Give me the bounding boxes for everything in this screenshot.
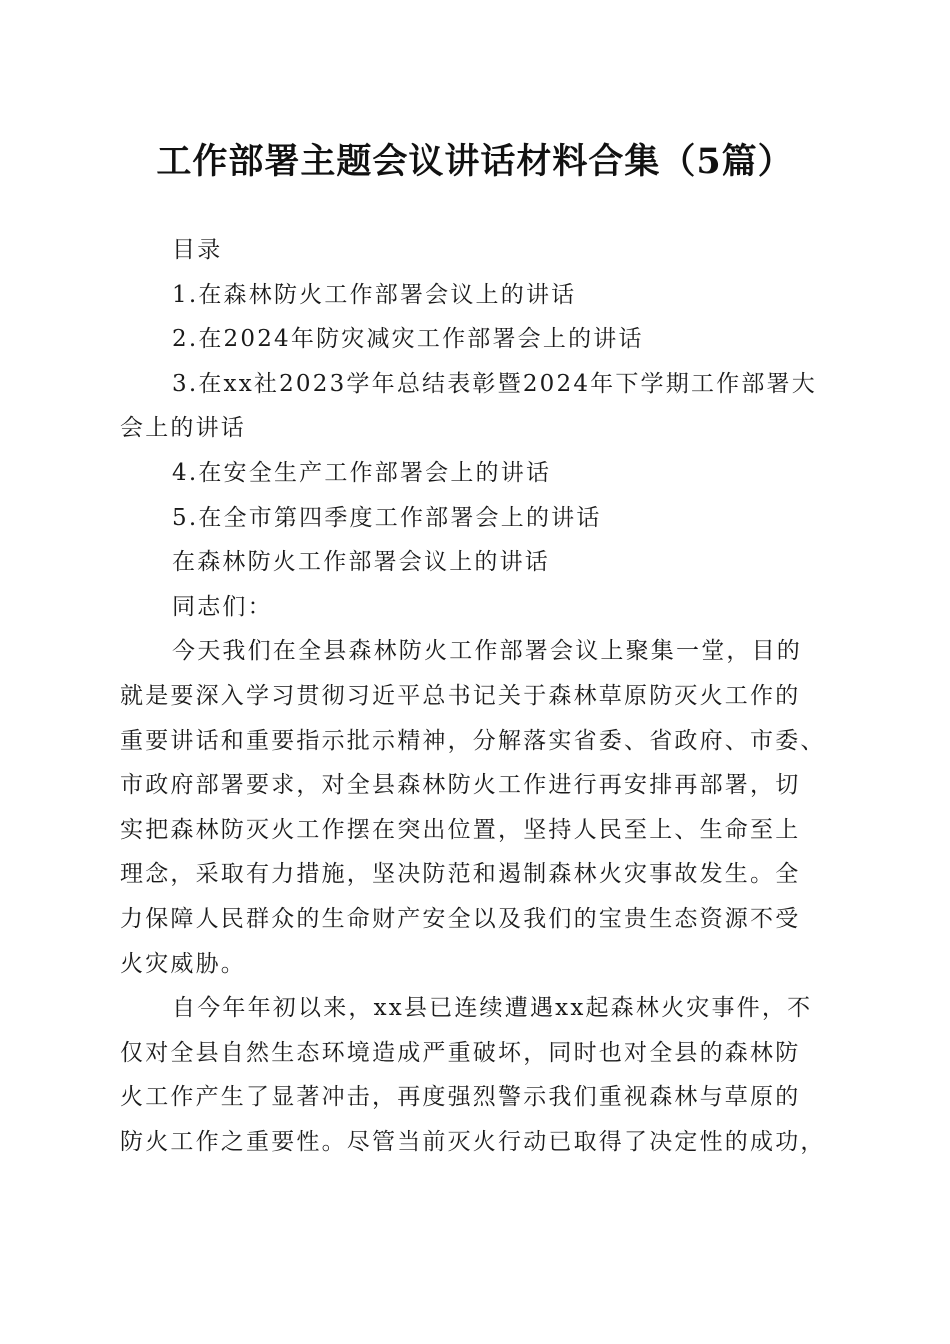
paragraph-1-line: 今天我们在全县森林防火工作部署会议上聚集一堂，目的 [172, 638, 802, 665]
toc-item-2: 2.在2024年防灾减灾工作部署会上的讲话 [172, 326, 644, 353]
paragraph-2-line: 防火工作之重要性。尽管当前灭火行动已取得了决定性的成功， [120, 1128, 826, 1155]
salutation: 同志们： [172, 593, 273, 620]
toc-item-3: 3.在xx社2023学年总结表彰暨2024年下学期工作部署大 [172, 370, 817, 397]
paragraph-2-line: 自今年年初以来，xx县已连续遭遇xx起森林火灾事件，不 [172, 995, 813, 1022]
section-title: 在森林防火工作部署会议上的讲话 [172, 549, 550, 576]
paragraph-1-line: 理念，采取有力措施，坚决防范和遏制森林火灾事故发生。全 [120, 861, 801, 888]
document-title: 工作部署主题会议讲话材料合集（5篇） [156, 141, 794, 182]
paragraph-2-line: 仅对全县自然生态环境造成严重破坏，同时也对全县的森林防 [120, 1039, 801, 1066]
paragraph-1 [120, 629, 832, 986]
paragraph-1-line: 就是要深入学习贯彻习近平总书记关于森林草原防灭火工作的 [120, 682, 801, 709]
paragraph-1-line: 重要讲话和重要指示批示精神，分解落实省委、省政府、市委、 [120, 727, 826, 754]
toc-list [120, 273, 832, 541]
paragraph-1-line: 实把森林防灭火工作摆在突出位置，坚持人民至上、生命至上 [120, 816, 801, 843]
paragraph-2-line: 火工作产生了显著冲击，再度强烈警示我们重视森林与草原的 [120, 1084, 801, 1111]
toc-item-1: 1.在森林防火工作部署会议上的讲话 [172, 281, 577, 308]
paragraph-1-line: 力保障人民群众的生命财产安全以及我们的宝贵生态资源不受 [120, 905, 801, 932]
toc-item-5: 5.在全市第四季度工作部署会上的讲话 [172, 504, 602, 531]
paragraph-1-line: 火灾威胁。 [120, 950, 246, 977]
toc-item-3-continued: 会上的讲话 [120, 415, 246, 442]
toc-heading: 目录 [172, 237, 223, 263]
paragraph-2 [120, 986, 832, 1164]
toc-item-4: 4.在安全生产工作部署会上的讲话 [172, 459, 552, 486]
paragraph-1-line: 市政府部署要求，对全县森林防火工作进行再安排再部署，切 [120, 772, 801, 799]
document-body [120, 228, 832, 1164]
